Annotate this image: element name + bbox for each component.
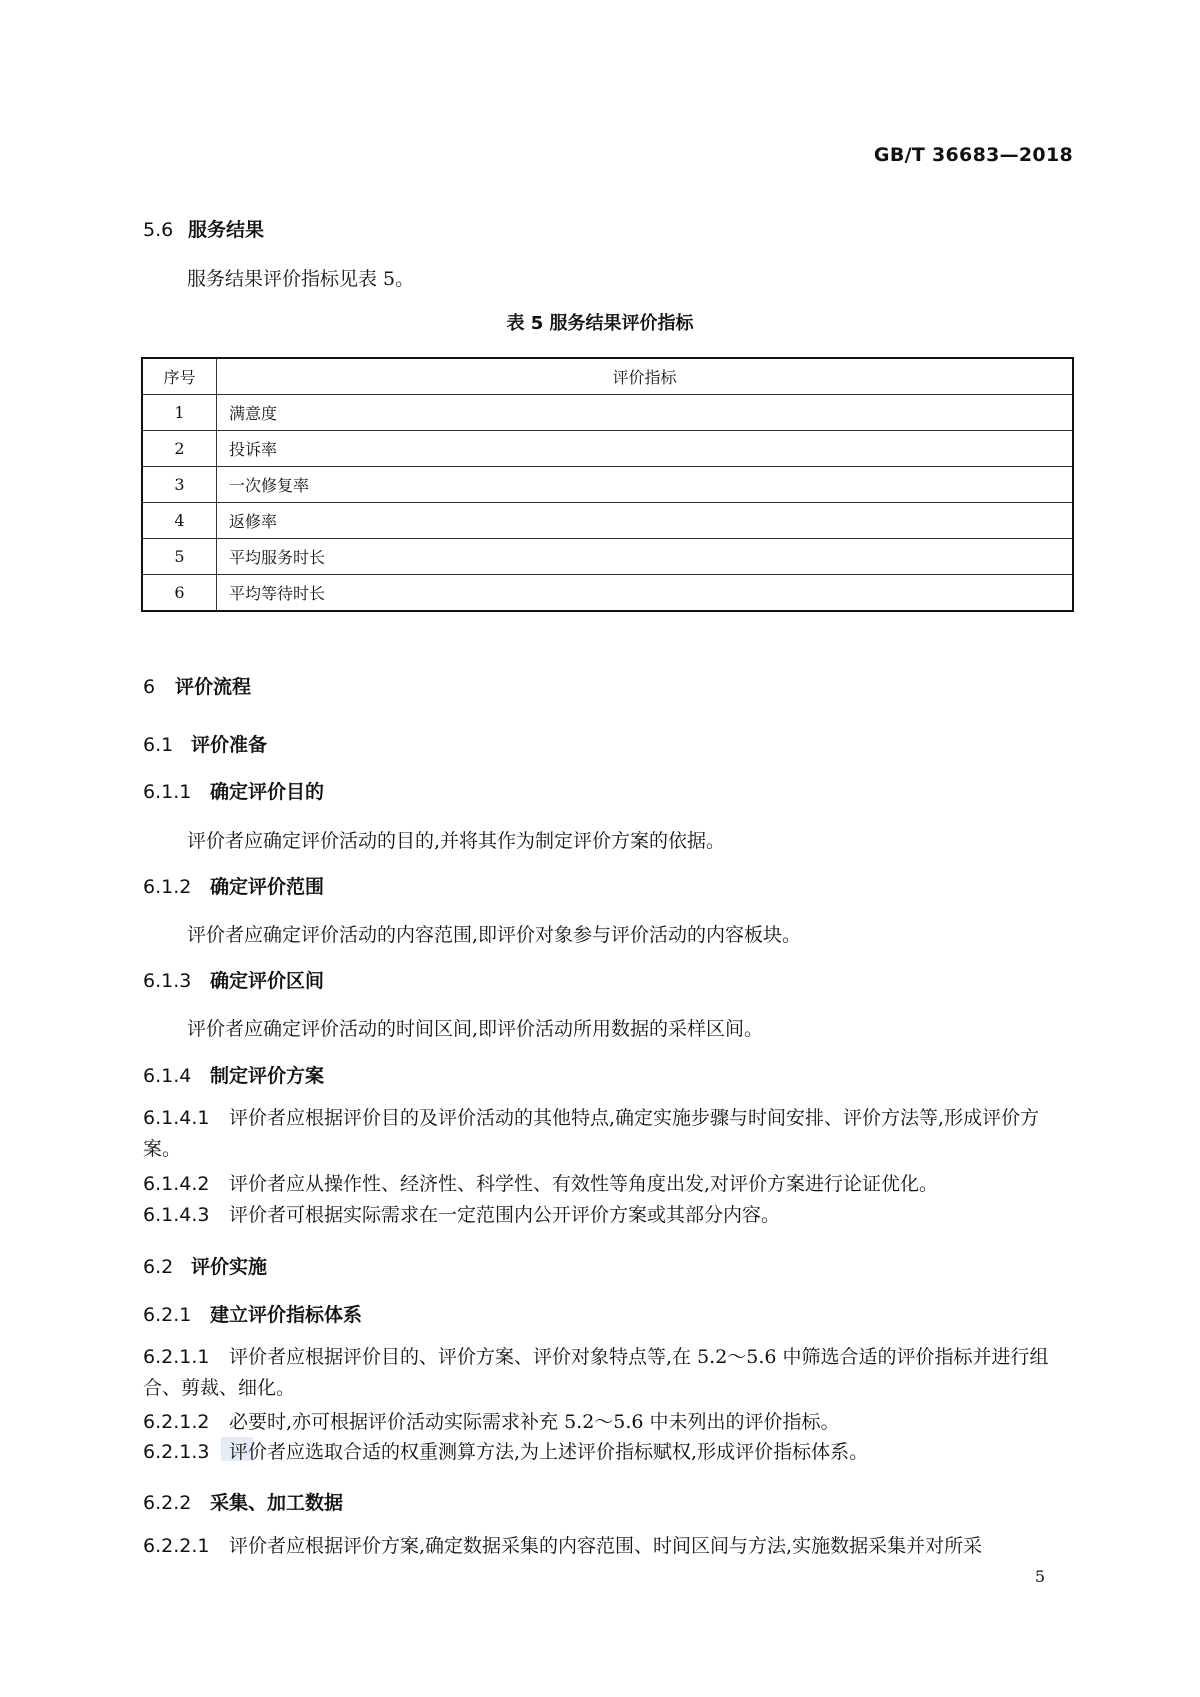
section-title: 制定评价方案 xyxy=(210,1065,325,1087)
row-indicator: 平均服务时长 xyxy=(217,539,1074,575)
section-6-1-3-text: 评价者应确定评价活动的时间区间,即评价活动所用数据的采样区间。 xyxy=(187,1018,764,1040)
clause-6-2-1-2 xyxy=(143,1407,1073,1438)
clause-6-2-2-1 xyxy=(143,1531,1073,1562)
section-title: 确定评价区间 xyxy=(210,970,325,992)
clause-6-1-4-1 xyxy=(143,1103,1073,1165)
row-index: 2 xyxy=(142,431,217,467)
row-indicator: 投诉率 xyxy=(217,431,1074,467)
row-index: 1 xyxy=(142,395,217,431)
section-number: 6.1.1 xyxy=(143,781,192,803)
table-row xyxy=(142,503,1073,539)
section-6-1-1-heading xyxy=(143,777,324,804)
clause-number: 6.2.1.2 xyxy=(143,1411,210,1433)
section-6-2-2-heading xyxy=(143,1488,343,1515)
table-caption: 表 5 服务结果评价指标 xyxy=(506,313,694,334)
section-number: 5.6 xyxy=(143,219,174,241)
section-title: 评价实施 xyxy=(191,1256,268,1278)
clause-text: 评价者可根据实际需求在一定范围内公开评价方案或其部分内容。 xyxy=(229,1204,781,1226)
row-index: 3 xyxy=(142,467,217,503)
row-index: 6 xyxy=(142,575,217,612)
clause-text: 评价者应根据评价方案,确定数据采集的内容范围、时间区间与方法,实施数据采集并对所采 xyxy=(229,1535,983,1557)
section-6-1-2-heading xyxy=(143,872,324,899)
section-title: 服务结果 xyxy=(188,219,265,241)
clause-number: 6.2.1.1 xyxy=(143,1346,210,1368)
table-row xyxy=(142,539,1073,575)
row-indicator: 返修率 xyxy=(217,503,1074,539)
section-number: 6.2.2 xyxy=(143,1492,192,1514)
section-number: 6.1.3 xyxy=(143,970,192,992)
clause-6-2-1-3 xyxy=(143,1437,1073,1468)
section-5-6-heading xyxy=(143,215,264,242)
clause-text: 必要时,亦可根据评价活动实际需求补充 5.2～5.6 中未列出的评价指标。 xyxy=(229,1411,840,1433)
section-6-1-2-text: 评价者应确定评价活动的内容范围,即评价对象参与评价活动的内容板块。 xyxy=(187,924,802,946)
section-title: 确定评价目的 xyxy=(210,781,325,803)
section-number: 6 xyxy=(143,676,156,698)
section-6-1-4-heading xyxy=(143,1061,324,1088)
clause-text: 评价者应选取合适的权重测算方法,为上述评价指标赋权,形成评价指标体系。 xyxy=(229,1441,869,1463)
standard-number: GB/T 36683—2018 xyxy=(873,144,1073,166)
clause-number: 6.1.4.3 xyxy=(143,1204,210,1226)
section-6-2-1-heading xyxy=(143,1300,362,1327)
table-header-row xyxy=(142,358,1073,395)
row-indicator: 平均等待时长 xyxy=(217,575,1074,612)
section-6-2-heading xyxy=(143,1252,267,1279)
section-title: 确定评价范围 xyxy=(210,876,325,898)
clause-text: 评价者应根据评价目的、评价方案、评价对象特点等,在 5.2～5.6 中筛选合适的评价指标并进行组合、剪裁、细化。 xyxy=(143,1346,1049,1399)
section-title: 评价准备 xyxy=(191,734,268,756)
section-title: 建立评价指标体系 xyxy=(210,1304,363,1326)
clause-number: 6.1.4.2 xyxy=(143,1173,210,1195)
section-number: 6.2 xyxy=(143,1256,174,1278)
table-row xyxy=(142,395,1073,431)
clause-number: 6.2.1.3 xyxy=(143,1441,210,1463)
clause-6-1-4-3 xyxy=(143,1200,1073,1231)
row-indicator: 满意度 xyxy=(217,395,1074,431)
section-number: 6.1.4 xyxy=(143,1065,192,1087)
section-number: 6.1 xyxy=(143,734,174,756)
clause-text: 评价者应根据评价目的及评价活动的其他特点,确定实施步骤与时间安排、评价方法等,形成评价方案。 xyxy=(143,1107,1040,1160)
table-row xyxy=(142,431,1073,467)
clause-number: 6.2.2.1 xyxy=(143,1535,210,1557)
section-title: 评价流程 xyxy=(175,676,252,698)
table-row xyxy=(142,575,1073,612)
row-indicator: 一次修复率 xyxy=(217,467,1074,503)
row-index: 5 xyxy=(142,539,217,575)
section-5-6-text: 服务结果评价指标见表 5。 xyxy=(187,268,415,290)
section-6-1-3-heading xyxy=(143,966,324,993)
page-number: 5 xyxy=(1034,1567,1045,1586)
section-number: 6.2.1 xyxy=(143,1304,192,1326)
section-number: 6.1.2 xyxy=(143,876,192,898)
clause-number: 6.1.4.1 xyxy=(143,1107,210,1129)
section-title: 采集、加工数据 xyxy=(210,1492,344,1514)
section-6-1-1-text: 评价者应确定评价活动的目的,并将其作为制定评价方案的依据。 xyxy=(187,830,726,852)
clause-6-2-1-1 xyxy=(143,1342,1073,1404)
table-row xyxy=(142,467,1073,503)
section-6-1-heading xyxy=(143,730,267,757)
section-6-heading xyxy=(143,672,251,699)
clause-text: 评价者应从操作性、经济性、科学性、有效性等角度出发,对评价方案进行论证优化。 xyxy=(229,1173,939,1195)
table-5 xyxy=(141,357,1074,612)
column-header-index: 序号 xyxy=(142,358,217,395)
row-index: 4 xyxy=(142,503,217,539)
column-header-indicator: 评价指标 xyxy=(217,358,1074,395)
clause-6-1-4-2 xyxy=(143,1169,1073,1200)
